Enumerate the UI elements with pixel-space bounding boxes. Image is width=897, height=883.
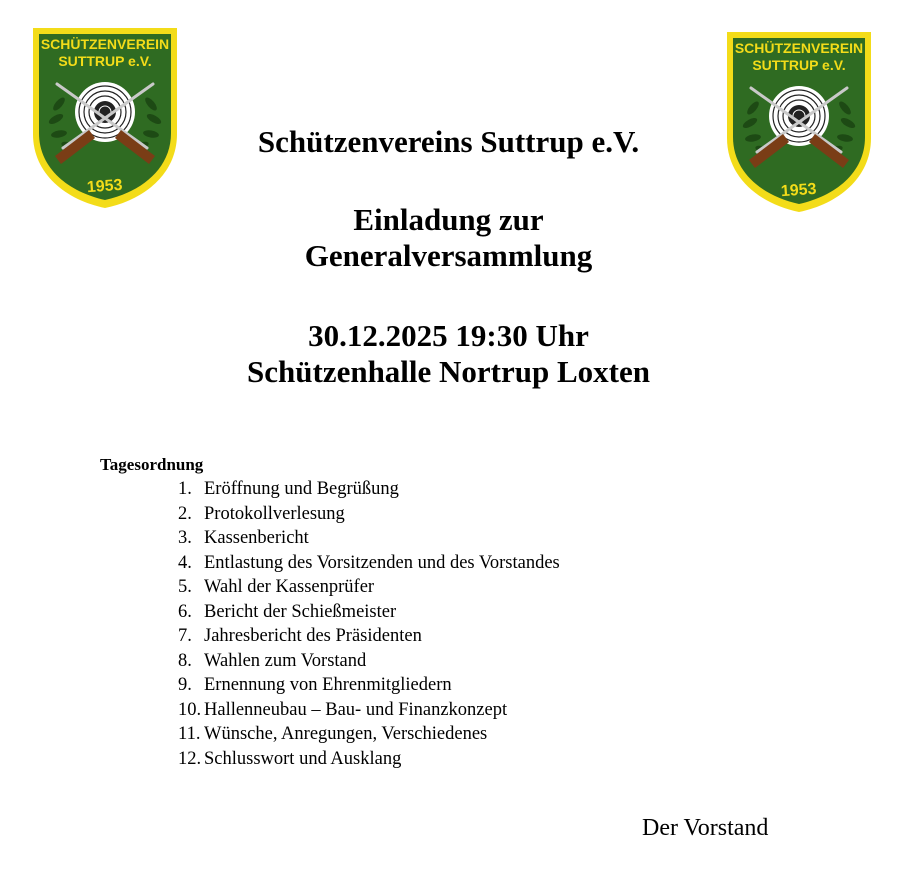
agenda-heading: Tagesordnung [100,455,204,474]
agenda-item-number: 8. [178,650,192,671]
club-logo-right [723,28,875,216]
agenda-item [178,722,560,747]
agenda-item [178,551,560,576]
agenda-item-text: Wahlen zum Vorstand [204,650,367,671]
agenda-list [178,477,560,771]
agenda-item-text: Eröffnung und Begrüßung [204,479,399,499]
agenda-item-text: Schlusswort und Ausklang [204,748,402,769]
logo-name-line2: SUTTRUP e.V. [58,53,152,69]
event-details [0,318,897,390]
agenda-item-number: 11. [178,724,201,744]
invitation-line1: Einladung zur [353,202,544,237]
agenda-item-number: 1. [178,479,192,499]
agenda-item-number: 6. [178,601,192,622]
agenda-item-number: 7. [178,626,192,646]
agenda-item [178,747,560,772]
agenda-item [178,477,560,502]
logo-name-line2: SUTTRUP e.V. [752,57,846,73]
agenda-item-number: 4. [178,552,192,573]
agenda-item-number: 10. [178,699,202,720]
club-crest-icon [723,28,875,216]
signature: Der Vorstand [642,815,769,841]
agenda-item-text: Wünsche, Anregungen, Verschiedenes [204,724,488,744]
club-crest-icon [29,24,181,212]
agenda-item-text: Entlastung des Vorsitzenden und des Vorstandes [204,552,560,573]
agenda-item-text: Jahresbericht des Präsidenten [204,626,422,646]
event-venue: Schützenhalle Nortrup Loxten [247,354,650,389]
invitation-line2: Generalversammlung [304,238,593,273]
event-datetime: 30.12.2025 19:30 Uhr [308,318,589,353]
agenda-item-number: 12. [178,748,202,769]
agenda-item [178,673,560,698]
agenda-item-text: Wahl der Kassenprüfer [204,577,375,597]
agenda-item-text: Hallenneubau – Bau- und Finanzkonzept [204,699,508,720]
invitation-title [0,202,897,274]
agenda-item [178,600,560,625]
agenda-item-text: Bericht der Schießmeister [204,601,397,622]
club-logo-left [29,24,181,212]
agenda-item-number: 3. [178,528,192,548]
agenda-item [178,502,560,527]
agenda-item-text: Ernennung von Ehrenmitgliedern [204,675,452,695]
logo-name-line1: SCHÜTZENVEREIN [40,36,170,52]
agenda-item [178,575,560,600]
agenda-item-number: 5. [178,577,192,597]
agenda-item [178,649,560,674]
logo-year: 1953 [86,176,124,197]
agenda-item-number: 2. [178,503,192,524]
agenda-item-text: Protokollverlesung [204,503,345,524]
club-title: Schützenvereins Suttrup e.V. [257,124,640,159]
agenda-item-text: Kassenbericht [204,528,309,548]
agenda-item [178,526,560,551]
agenda-item [178,624,560,649]
logo-year: 1953 [780,180,818,201]
agenda-item-number: 9. [178,675,192,695]
logo-name-line1: SCHÜTZENVEREIN [734,40,864,56]
agenda-item [178,698,560,723]
